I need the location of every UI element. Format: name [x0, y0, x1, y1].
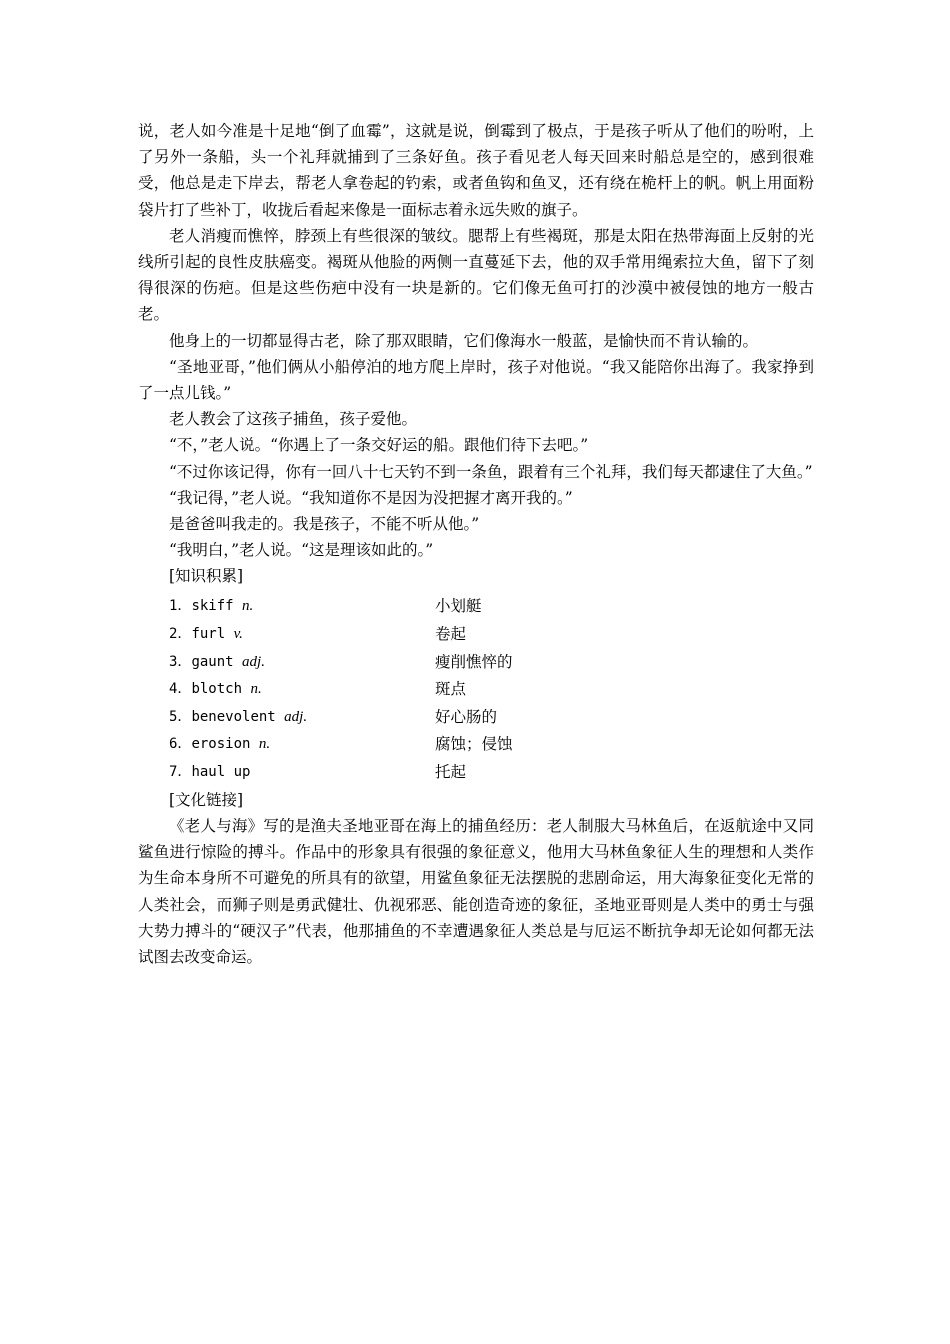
vocabulary-list — [138, 592, 814, 785]
paragraph-4: “圣地亚哥，”他们俩从小船停泊的地方爬上岸时，孩子对他说。“我又能陪你出海了。我家挣到了一点儿钱。” — [138, 357, 814, 403]
knowledge-heading: [知识积累] — [169, 567, 244, 586]
vocab-item — [138, 674, 814, 702]
vocab-term: furl — [191, 626, 226, 643]
paragraph-7: “不过你该记得，你有一回八十七天钓不到一条鱼，跟着有三个礼拜，我们每天都逮住了大鱼。” — [169, 462, 813, 481]
paragraph-10: “我明白，”老人说。“这是理该如此的。” — [169, 541, 434, 560]
vocab-definition: 斑点 — [435, 680, 467, 699]
vocab-definition: 瘦削憔悴的 — [435, 652, 513, 671]
vocab-num: 2． — [169, 626, 192, 643]
vocab-num: 7． — [169, 764, 192, 781]
vocab-definition: 卷起 — [435, 625, 467, 644]
vocab-item — [138, 647, 814, 675]
vocab-item — [138, 592, 814, 620]
culture-heading: [文化链接] — [169, 790, 244, 809]
vocab-term: haul up — [191, 764, 251, 781]
vocab-num: 4． — [169, 681, 192, 698]
culture-paragraph: 《老人与海》写的是渔夫圣地亚哥在海上的捕鱼经历：老人制服大马林鱼后，在返航途中又同鲨鱼进行惊险的搏斗。作品中的形象具有很强的象征意义，他用大马林鱼象征人生的理想和人类作为生命本身所不可避免的所具有的欲望，用鲨鱼象征无法摆脱的悲剧命运，用大海象征变化无常的人类社会，而狮子则是勇武健壮、仇视邪恶、能创造奇迹的象征，圣地亚哥则是人类中的勇士与强大势力搏斗的“硬汉子”代表，他那捕鱼的不幸遭遇象征人类总是与厄运不断抗争却无论如何都无法试图去改变命运。 — [138, 817, 814, 967]
vocab-term: gaunt — [191, 653, 234, 670]
vocab-term: erosion — [191, 736, 251, 753]
vocab-pos: v. — [233, 626, 243, 643]
paragraph-3: 他身上的一切都显得古老，除了那双眼睛，它们像海水一般蓝，是愉快而不肯认输的。 — [169, 331, 759, 350]
document-page — [138, 118, 814, 970]
paragraph-1: 说，老人如今准是十足地“倒了血霉”，这就是说，倒霉到了极点，于是孩子听从了他们的吩咐，上了另外一条船，头一个礼拜就捕到了三条好鱼。孩子看见老人每天回来时船总是空的，感到很难受，他总是走下岸去，帮老人拿卷起的钓索，或者鱼钩和鱼叉，还有绕在桅杆上的帆。帆上用面粉袋片打了些补丁，收拢后看起来像是一面标志着永远失败的旗子。 — [138, 122, 814, 219]
vocab-pos: adj. — [284, 708, 308, 725]
vocab-pos: adj. — [242, 653, 265, 670]
vocab-item — [138, 702, 814, 730]
vocab-term: skiff — [191, 598, 234, 615]
story-excerpt — [138, 118, 814, 563]
vocab-term: blotch — [191, 681, 243, 698]
vocab-pos: n. — [250, 681, 262, 698]
vocab-item — [138, 619, 814, 647]
paragraph-9: 是爸爸叫我走的。我是孩子，不能不听从他。” — [169, 515, 480, 534]
vocab-pos: n. — [258, 736, 271, 753]
vocab-num: 3． — [169, 653, 192, 670]
vocab-item — [138, 757, 814, 785]
paragraph-8: “我记得，”老人说。“我知道你不是因为没把握才离开我的。” — [169, 488, 573, 507]
paragraph-6: “不，”老人说。“你遇上了一条交好运的船。跟他们待下去吧。” — [169, 436, 589, 455]
vocab-definition: 腐蚀；侵蚀 — [435, 735, 513, 754]
vocab-num: 1． — [169, 598, 192, 615]
vocab-definition: 小划艇 — [435, 597, 482, 616]
vocab-definition: 托起 — [435, 763, 467, 782]
vocab-item — [138, 730, 814, 758]
vocab-pos: n. — [242, 598, 254, 615]
paragraph-5: 老人教会了这孩子捕鱼，孩子爱他。 — [169, 410, 418, 429]
vocab-definition: 好心肠的 — [435, 707, 498, 726]
vocab-num: 5． — [169, 708, 192, 725]
vocab-num: 6． — [169, 736, 192, 753]
paragraph-2: 老人消瘦而憔悴，脖颈上有些很深的皱纹。腮帮上有些褐斑，那是太阳在热带海面上反射的光线所引起的良性皮肤癌变。褐斑从他脸的两侧一直蔓延下去，他的双手常用绳索拉大鱼，留下了刻得很深的伤疤。但是这些伤疤中没有一块是新的。它们像无鱼可打的沙漠中被侵蚀的地方一般古老。 — [138, 226, 814, 324]
vocab-term: benevolent — [191, 708, 276, 725]
